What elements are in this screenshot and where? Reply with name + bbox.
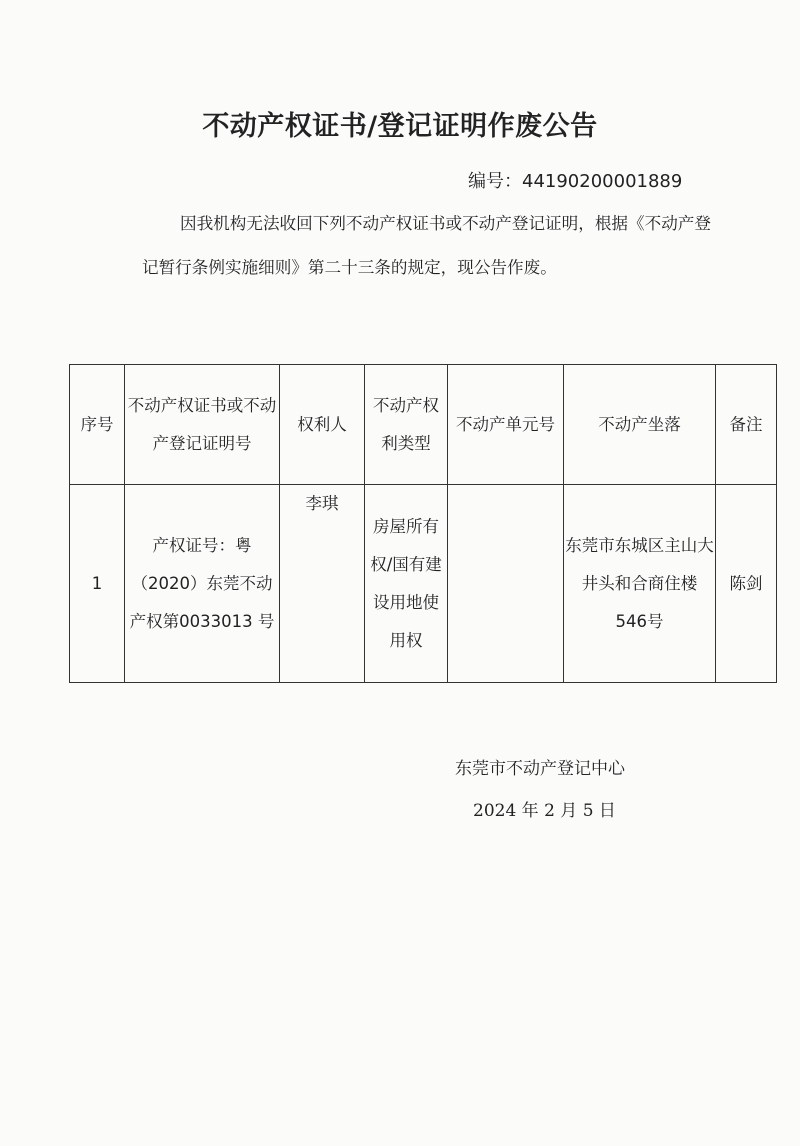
header-location: 不动产坐落 <box>564 365 716 485</box>
document-number-label: 编号： <box>468 171 522 192</box>
table-header-row <box>70 365 777 485</box>
header-unit-no: 不动产单元号 <box>448 365 564 485</box>
document-title: 不动产权证书/登记证明作废公告 <box>202 111 598 142</box>
issuer-name: 东莞市不动产登记中心 <box>455 759 625 779</box>
cell-location: 东莞市东城区主山大井头和合商住楼 546号 <box>564 485 716 683</box>
issue-date: 2024 年 2 月 5 日 <box>473 801 616 821</box>
document-number-value: 44190200001889 <box>522 171 683 192</box>
invalidation-table <box>69 364 777 683</box>
header-holder: 权利人 <box>280 365 365 485</box>
cell-seq: 1 <box>70 485 125 683</box>
cell-right-type: 房屋所有权/国有建设用地使用权 <box>365 485 448 683</box>
cell-unit-no <box>448 485 564 683</box>
table-row <box>70 485 777 683</box>
header-seq: 序号 <box>70 365 125 485</box>
header-remark: 备注 <box>716 365 777 485</box>
document-number <box>468 167 682 193</box>
cell-remark: 陈剑 <box>716 485 777 683</box>
footer <box>455 748 625 832</box>
cell-holder: 李琪 <box>280 485 365 683</box>
header-cert-no: 不动产权证书或不动产登记证明号 <box>125 365 280 485</box>
header-right-type: 不动产权利类型 <box>365 365 448 485</box>
cell-cert-no: 产权证号：粤（2020）东莞不动产权第0033013 号 <box>125 485 280 683</box>
announcement-paragraph: 因我机构无法收回下列不动产权证书或不动产登记证明，根据《不动产登记暂行条例实施细则》第二十三条的规定，现公告作废。 <box>142 214 711 277</box>
